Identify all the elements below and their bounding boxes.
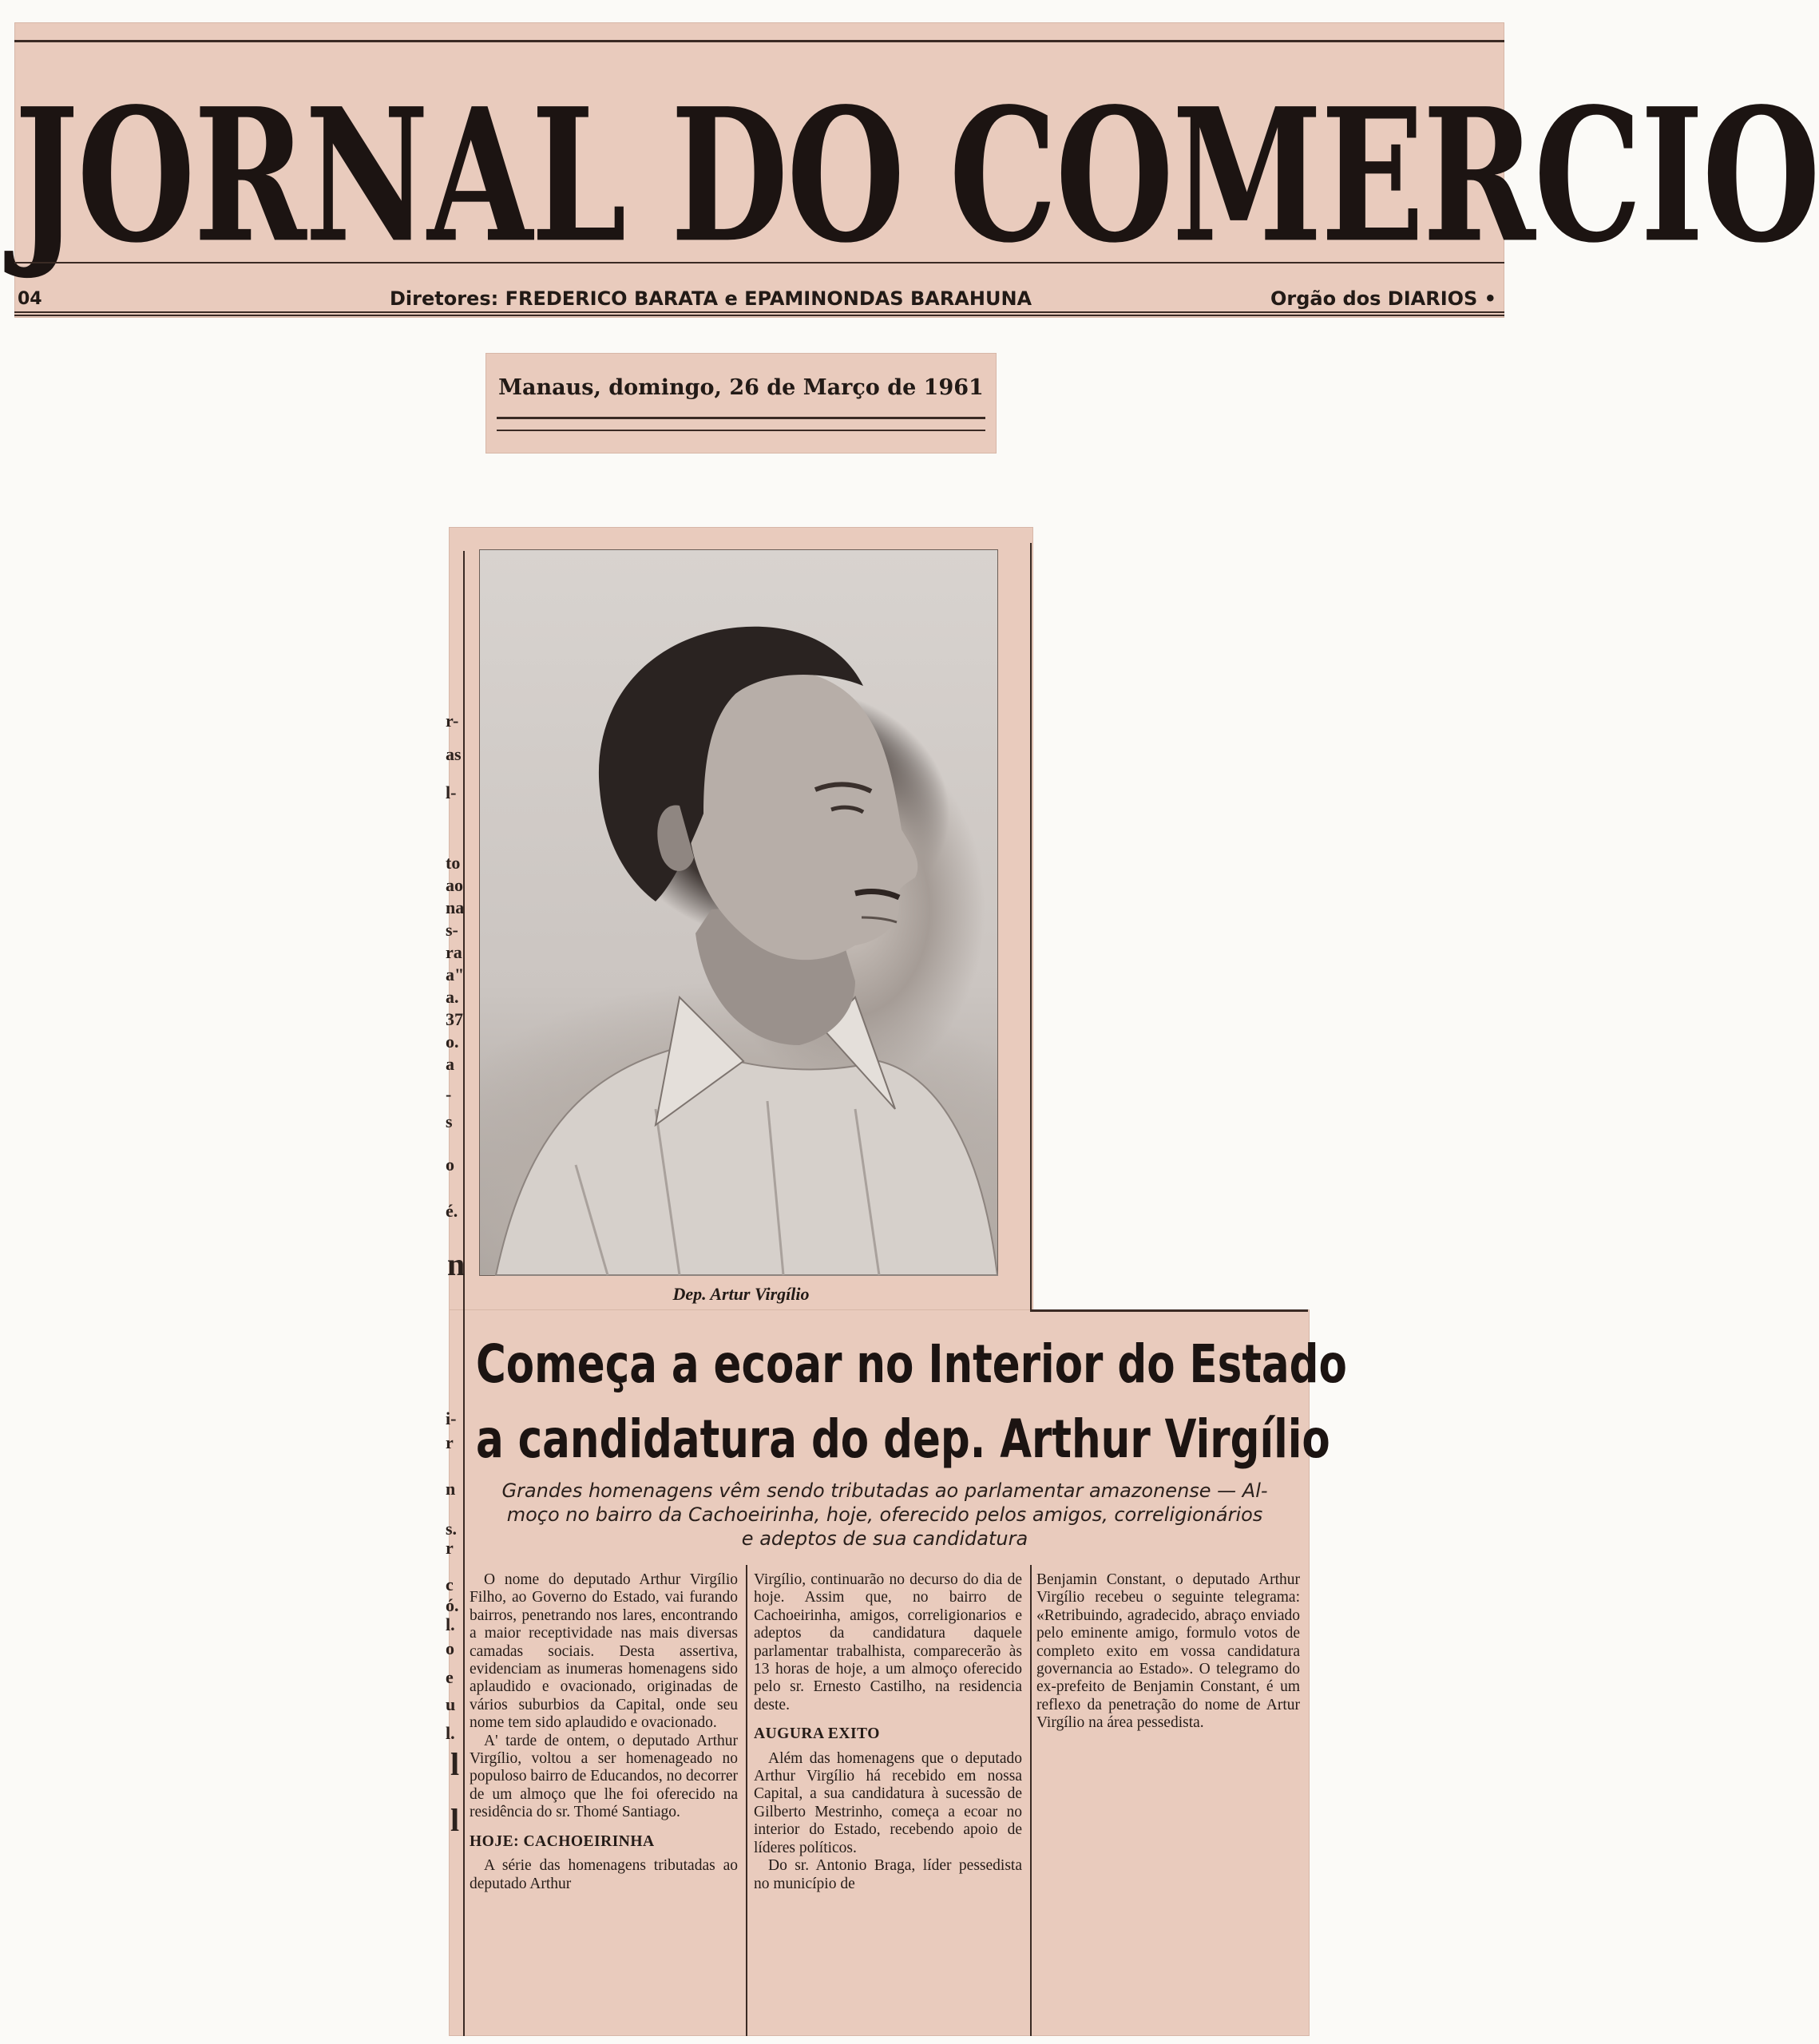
fragment: o. [446,1032,459,1052]
dateline-rule [497,430,985,431]
portrait-illustration [480,550,997,1275]
fragment: a" [446,965,465,984]
clip-edge-rule [1030,1309,1308,1312]
photo-caption: Dep. Artur Virgílio [672,1284,810,1304]
fragment: r [446,1538,454,1558]
dateline-clipping [485,353,997,454]
column-rule [1030,1565,1032,2036]
fragment: e [446,1667,454,1687]
dateline-rule [497,417,985,419]
fragment: s [446,1111,453,1131]
directors-line: Diretores: FREDERICO BARATA e EPAMINONDAS BARAHUNA [390,287,1032,310]
fragment: i- [446,1408,457,1428]
paragraph: Além das homenagens que o deputado Arthur Virgílio há recebido em nossa Capital, a sua candidatura à sucessão de Gilberto Mestrinho, começa a ecoar no interior do Estado, recebendo apoio de líderes políticos. [754,1749,1022,1856]
fragment: r [446,1432,454,1452]
fragment: l. [446,1614,455,1634]
masthead-rule-bottom [14,311,1504,316]
dateline: Manaus, domingo, 26 de Março de 1961 [498,375,984,400]
paragraph: A' tarde de ontem, o deputado Arthur Virgílio, voltou a ser homenageado no populoso bairro de Educandos, no decorrer de um almoço que lhe foi oferecido na residência do sr. Thomé Santiago. [470,1732,738,1821]
fragment: s- [446,920,458,940]
fragment: as [446,744,462,764]
page-number: 04 [18,289,42,309]
fragment: a. [446,987,459,1007]
fragment: ao [446,875,463,895]
fragment: r- [446,711,459,731]
fragment: c [446,1575,454,1594]
subhead [478,1479,1292,1551]
newspaper-title: JORNAL DO COMERCIO [14,68,1819,284]
fragment: o [446,1155,454,1175]
column-rule-right [1030,543,1032,1309]
fragment: u [446,1694,456,1714]
article-column-2 [754,1571,1022,1893]
paragraph: Benjamin Constant, o deputado Arthur Virgílio recebeu o seguinte telegrama: «Retribuindo, agradecido, abraço enviado pelo eminente amigo, formulo votos de completo exito em vossa candidatura governancia ao Estado». O telegramo do ex-prefeito de Benjamin Constant, é um reflexo da penetração do nome de Artur Virgílio na área pessedista. [1036,1571,1300,1732]
fragment: n [446,1479,456,1499]
fragment: n [447,1246,466,1282]
fragment: l. [446,1723,455,1743]
subhead-line-3: e adeptos de sua candidatura [741,1527,1028,1550]
fragment: a [446,1054,454,1074]
fragment: - [446,1084,452,1104]
portrait-photo [479,549,998,1276]
paragraph: A série das homenagens tributadas ao deputado Arthur [470,1857,738,1892]
paragraph: O nome do deputado Arthur Virgílio Filho, ao Governo do Estado, vai furando bairros, penetrando nos lares, encontrando a maior receptividade nas mais diversas camadas sociais. Desta assertiva, evidenciam as inumeras homenagens sido aplaudido e ovacionado, originadas de vários suburbios da Capital, onde seu nome tem sido aplaudido e ovacionado. [470,1571,738,1732]
subhead-line-1: Grandes homenagens vêm sendo tributadas ao parlamentar amazonense — Al- [501,1480,1268,1502]
fragment: é. [446,1201,458,1221]
masthead-rule-mid [14,262,1504,263]
masthead-rule-top [14,40,1504,42]
fragment: o [446,1638,454,1658]
fragment: na [446,897,465,917]
section-heading: AUGURA EXITO [754,1725,880,1743]
fragment: l- [446,782,457,802]
paragraph: Do sr. Antonio Braga, líder pessedista no município de [754,1857,1022,1892]
fragment: l [450,1802,460,1838]
fragment: s. [446,1519,458,1539]
masthead [14,22,1819,318]
paragraph: Virgílio, continuarão no decurso do dia de hoje. Assim que, no bairro de Cachoeirinha, amigos, correligionarios e adeptos da candidatura daquele parlamentar trabalhista, comparecerão às 13 horas de hoje, a um almoço oferecido pelo sr. Ernesto Castilho, na residencia deste. [754,1571,1022,1713]
fragment: to [446,853,461,873]
headline-line-2: a candidatura do dep. Arthur Virgílio [476,1408,1330,1470]
column-rule [746,1565,747,2036]
section-heading: HOJE: CACHOEIRINHA [470,1832,655,1850]
fragment: l [450,1746,460,1782]
article-column-3 [1036,1571,1300,1733]
article-column-1 [470,1571,738,1893]
organ-line: Orgão dos DIARIOS • [1270,287,1496,310]
fragment: ra [446,942,462,962]
subhead-line-2: moço no bairro da Cachoeirinha, hoje, oferecido pelos amigos, correligionários [506,1503,1263,1526]
fragment: 37 [446,1009,463,1029]
fragment: ó. [446,1595,459,1615]
headline-line-1: Começa a ecoar no Interior do Estado [476,1333,1347,1395]
